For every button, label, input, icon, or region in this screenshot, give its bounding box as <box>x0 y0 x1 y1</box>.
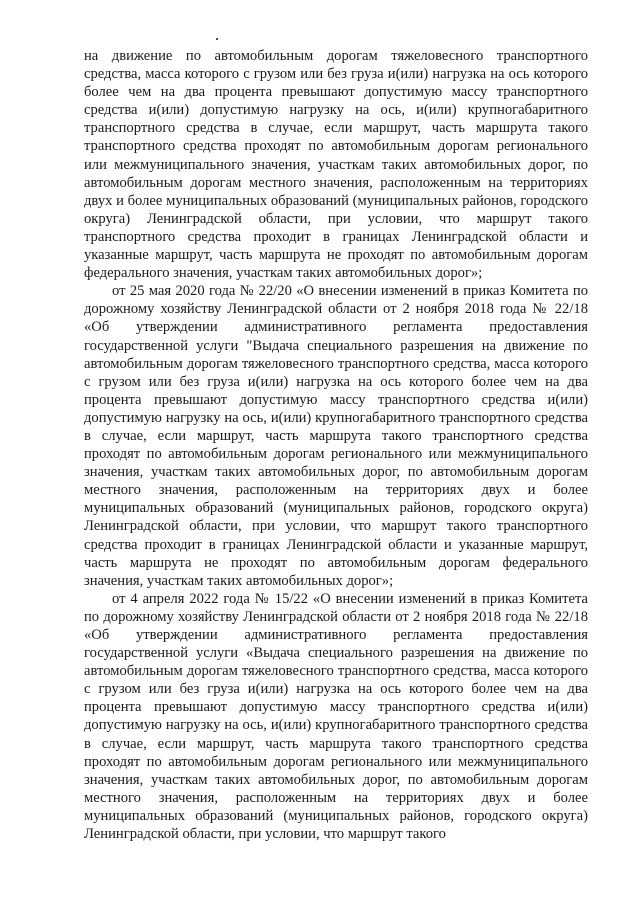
document-body <box>84 47 588 843</box>
paragraph-order-2020: от 25 мая 2020 года № 22/20 «О внесении изменений в приказ Комитета по дорожному хозяйству Ленинградской области от 2 ноября 2018 года № 22/18 «Об утверждении административного регламента предоставления государственной услуги "Выдача специального разрешения на движение по автомобильным дорогам тяжеловесного транспортного средства, масса которого с грузом или без груза и(или) нагрузка на ось которого более чем на два процента превышают допустимую массу транспортного средства и(или) допустимую нагрузку на ось, и(или) крупногабаритного транспортного средства в случае, если маршрут, часть маршрута такого транспортного средства проходят по автомобильным дорогам регионального или межмуниципального значения, участкам таких автомобильных дорог, по автомобильным дорогам местного значения, расположенным на территориях двух и более муниципальных образований (муниципальных районов, городского округа) Ленинградской области, при условии, что маршрут такого транспортного средства проходит в границах Ленинградской области и указанные маршрут, часть маршрута не проходят по автомобильным дорогам федерального значения, участкам таких автомобильных дорог»; <box>84 283 588 589</box>
paragraph-order-2022: от 4 апреля 2022 года № 15/22 «О внесении изменений в приказ Комитета по дорожному хозяйству Ленинградской области от 2 ноября 2018 года № 22/18 «Об утверждении административного регламента предоставления государственной услуги «Выдача специального разрешения на движение по автомобильным дорогам тяжеловесного транспортного средства, масса которого с грузом или без груза и(или) нагрузка на ось которого более чем на два процента превышают допустимую массу транспортного средства и(или) допустимую нагрузку на ось, и(или) крупногабаритного транспортного средства в случае, если маршрут, часть маршрута такого транспортного средства проходят по автомобильным дорогам регионального или межмуниципального значения, участкам таких автомобильных дорог, по автомобильным дорогам местного значения, расположенным на территориях двух и более муниципальных образований (муниципальных районов, городского округа) Ленинградской области, при условии, что маршрут такого <box>84 590 588 843</box>
scan-speck <box>216 38 218 40</box>
paragraph-continuation: на движение по автомобильным дорогам тяжеловесного транспортного средства, масса которого с грузом или без груза и(или) нагрузка на ось которого более чем на два процента превышают допустимую массу транспортного средства и(или) допустимую нагрузку на ось, и(или) крупногабаритного транспортного средства в случае, если маршрут, часть маршрута такого транспортного средства проходят по автомобильным дорогам регионального или межмуниципального значения, участкам таких автомобильных дорог, по автомобильным дорогам местного значения, расположенным на территориях двух и более муниципальных образований (муниципальных районов, городского округа) Ленинградской области, при условии, что маршрут такого транспортного средства проходит в границах Ленинградской области и указанные маршрут, часть маршрута не проходят по автомобильным дорогам федерального значения, участкам таких автомобильных дорог»; <box>84 48 588 282</box>
